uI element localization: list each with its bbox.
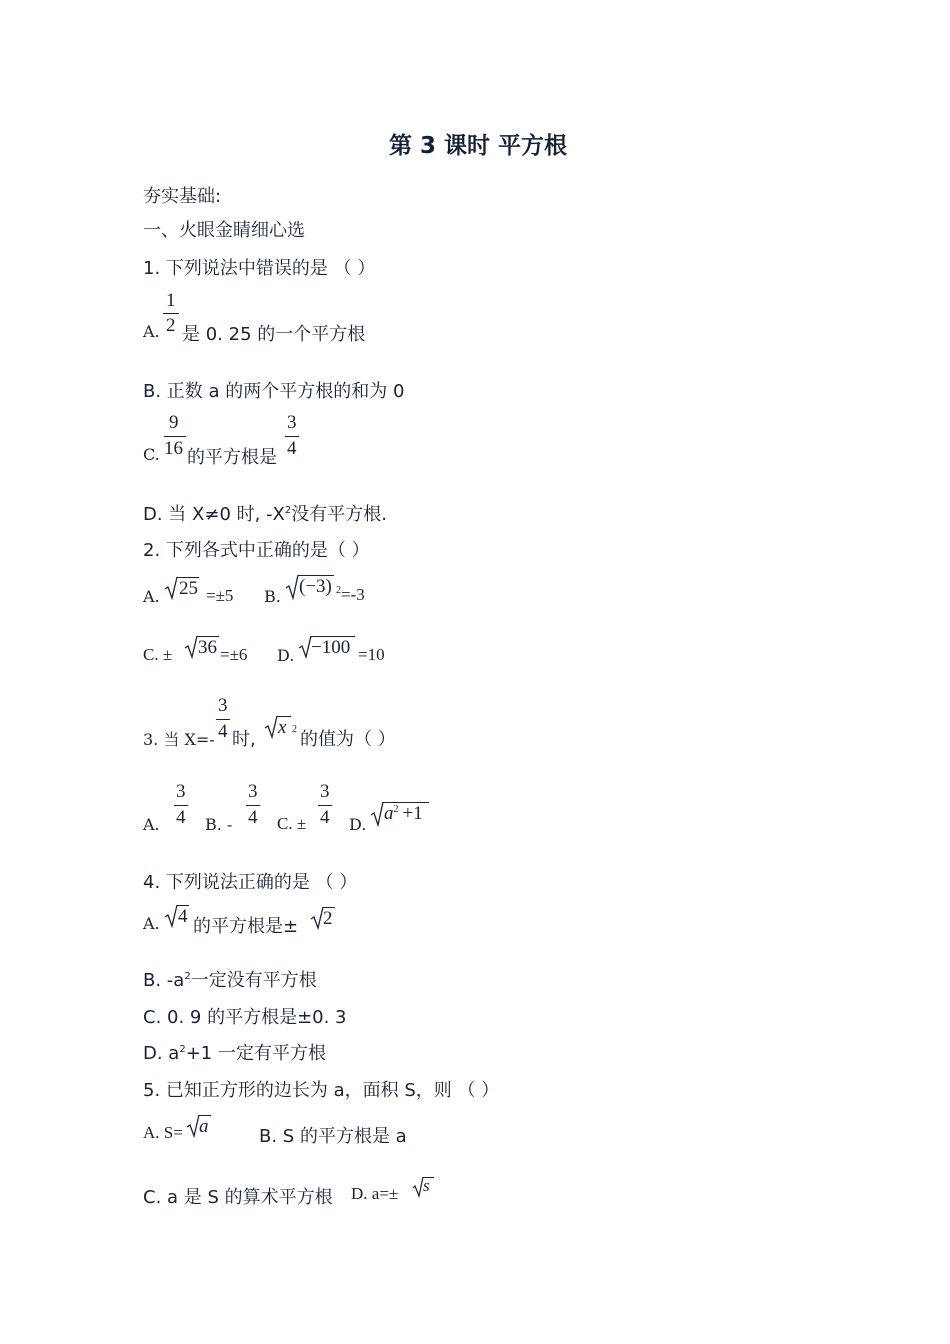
q5-a-radicand: a xyxy=(199,1116,209,1137)
q1-option-d-tail: 没有平方根. xyxy=(291,504,387,525)
q3-sup: 2 xyxy=(292,724,297,735)
q5-a-radical-icon xyxy=(186,1114,200,1138)
q1-option-c-text: 的平方根是 xyxy=(187,447,277,468)
q1-option-a-text: 是 0. 25 的一个平方根 xyxy=(182,324,366,345)
q3-d-sup: 2 xyxy=(393,804,399,815)
q2-option-c-label: C. ± xyxy=(143,645,173,664)
q1-a-denominator: 2 xyxy=(166,315,176,336)
q2-option-b-tail xyxy=(336,585,365,605)
q3-d-radical-icon xyxy=(370,801,384,827)
q3-denominator: 4 xyxy=(218,721,228,742)
q1-option-b: B. 正数 a 的两个平方根的和为 0 xyxy=(143,381,405,402)
q4-option-b-tail: 一定没有平方根 xyxy=(190,970,317,991)
q2-d-radicand: −100 xyxy=(311,637,351,658)
q2-a-radicand: 25 xyxy=(179,578,198,599)
q3-radicand: x xyxy=(278,717,287,738)
q4-a-radical-icon-2 xyxy=(310,906,324,930)
q3-a-fraction-bar xyxy=(174,805,188,806)
q3-option-c-label: C. ± xyxy=(277,814,307,833)
q2-option-b-label: B. xyxy=(264,587,281,606)
q3-stem-prefix: 3. 当 X=- xyxy=(143,730,215,749)
q2-option-a-tail: =±5 xyxy=(206,586,234,605)
q4-option-d-sup: 2 xyxy=(179,1044,186,1055)
q4-option-a-text: 的平方根是± xyxy=(193,916,299,937)
q2-option-c-tail: =±6 xyxy=(220,645,248,664)
q1-option-d-text: D. 当 X≠0 时, -X xyxy=(143,504,285,525)
q3-c-denominator: 4 xyxy=(320,807,330,828)
q4-option-d xyxy=(143,1039,326,1065)
q3-radical-sup xyxy=(292,724,297,744)
q1-a-numerator: 1 xyxy=(166,290,176,311)
q5-option-d-label: D. a=± xyxy=(351,1184,399,1203)
q4-option-b-sup: 2 xyxy=(184,971,191,982)
q3-b-denominator: 4 xyxy=(248,807,258,828)
q3-d-radicand xyxy=(384,803,423,825)
q4-option-b xyxy=(143,966,317,992)
q2-b-radicand: (−3) xyxy=(299,576,332,597)
q5-d-radicand: s xyxy=(423,1176,430,1195)
q2-d-radical-icon xyxy=(298,635,312,659)
q1-c-numerator-2: 3 xyxy=(287,412,297,433)
q3-b-fraction-bar xyxy=(246,805,260,806)
q5-option-b: B. S 的平方根是 a xyxy=(259,1126,407,1147)
q3-a-denominator: 4 xyxy=(176,807,186,828)
q4-option-d-text: D. a xyxy=(143,1043,180,1064)
q3-b-numerator: 3 xyxy=(248,781,258,802)
q2-b-radical-icon xyxy=(285,574,299,600)
q2-option-a-label: A. xyxy=(143,587,160,606)
q1-stem: 1. 下列说法中错误的是 （ ） xyxy=(143,258,376,279)
page-title: 第 3 课时 平方根 xyxy=(389,133,568,159)
q1-c-numerator-1: 9 xyxy=(169,412,179,433)
q1-option-c-label: C. xyxy=(143,445,160,464)
q1-c-fraction-bar-1 xyxy=(164,436,186,437)
q2-option-d-label: D. xyxy=(277,646,295,665)
q3-option-d-label: D. xyxy=(349,815,367,834)
q3-radical-icon xyxy=(264,715,278,739)
q5-option-a-label: A. S= xyxy=(143,1123,183,1142)
q4-stem: 4. 下列说法正确的是 （ ） xyxy=(143,872,358,893)
q1-option-d-sup: 2 xyxy=(284,505,292,516)
q2-c-radicand: 36 xyxy=(198,637,217,658)
q2-b-tail-text: =-3 xyxy=(341,585,365,604)
q1-c-fraction-bar-2 xyxy=(285,436,299,437)
q3-c-numerator: 3 xyxy=(320,781,330,802)
q4-a-radicand: 4 xyxy=(178,906,188,927)
q1-c-denominator-1: 16 xyxy=(164,438,183,459)
q2-option-d-tail: =10 xyxy=(358,645,385,664)
q1-option-d xyxy=(143,500,387,526)
q3-a-numerator: 3 xyxy=(176,781,186,802)
q2-a-radical-icon xyxy=(164,576,178,600)
q1-a-fraction-bar xyxy=(163,313,179,314)
q3-c-fraction-bar xyxy=(318,805,332,806)
q5-option-c: C. a 是 S 的算术平方根 xyxy=(143,1187,333,1208)
part1-heading: 一、火眼金睛细心选 xyxy=(143,220,305,241)
q1-option-a-label: A. xyxy=(143,322,160,341)
q4-option-b-text: B. -a xyxy=(143,970,185,991)
q4-option-a-label: A. xyxy=(143,914,160,933)
q2-c-radical-icon xyxy=(184,635,198,659)
q3-option-b-label: B. - xyxy=(205,815,233,834)
q3-fraction-bar xyxy=(216,719,230,720)
section-basic: 夯实基础: xyxy=(143,186,222,207)
q3-d-tail: +1 xyxy=(402,803,423,824)
q3-option-a-label: A. xyxy=(143,815,160,834)
q3-stem-tail: 的值为（ ） xyxy=(300,729,396,750)
q2-b-sup: 2 xyxy=(336,585,341,596)
q4-option-c: C. 0. 9 的平方根是±0. 3 xyxy=(143,1007,347,1028)
q3-d-base: a xyxy=(384,803,394,824)
q4-a-radicand-2: 2 xyxy=(323,908,333,929)
q2-stem: 2. 下列各式中正确的是（ ） xyxy=(143,540,370,561)
q3-stem-mid: 时, xyxy=(232,729,256,750)
q1-c-denominator-2: 4 xyxy=(287,438,297,459)
q4-a-radical-icon xyxy=(164,904,178,928)
q3-numerator: 3 xyxy=(218,695,228,716)
q4-option-d-tail: +1 一定有平方根 xyxy=(185,1043,326,1064)
q5-stem: 5. 已知正方形的边长为 a，面积 S，则 （ ） xyxy=(143,1080,500,1101)
